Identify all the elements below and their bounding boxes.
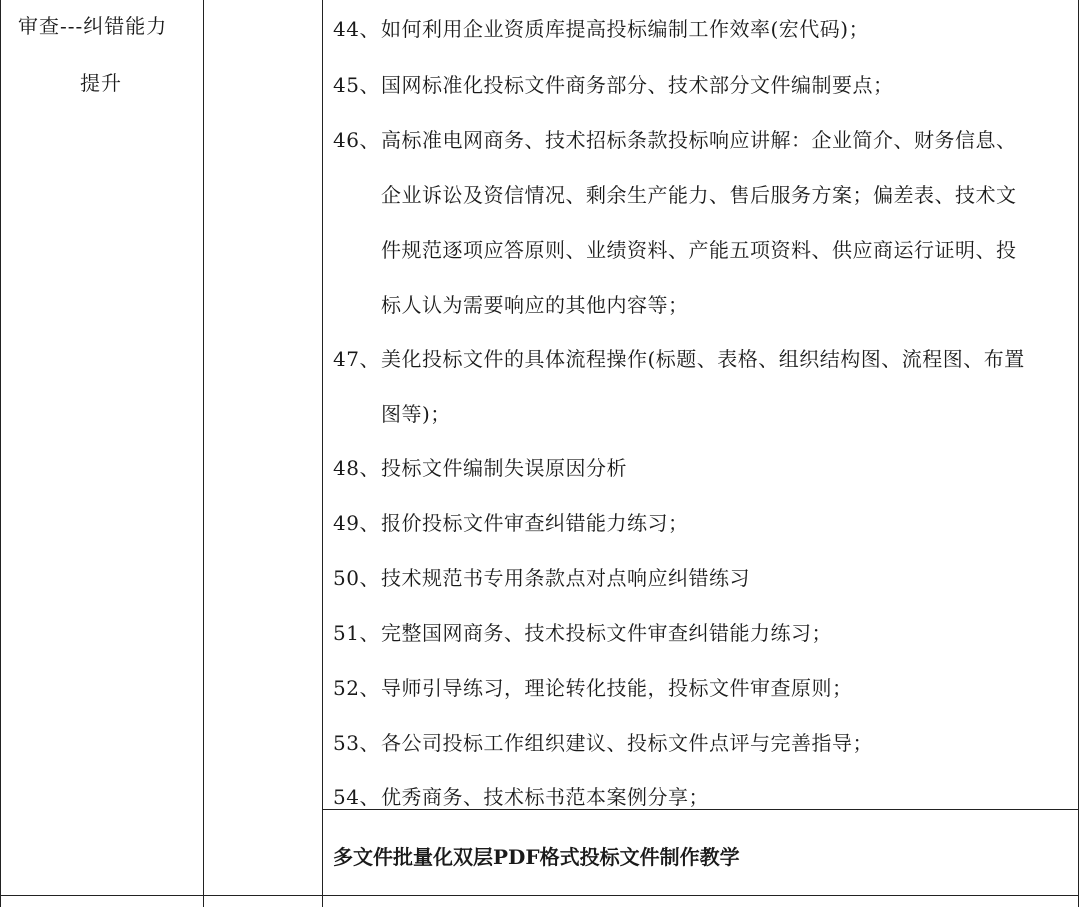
item-number: 47、 [333,347,380,371]
item-text: 投标文件编制失误原因分析 [381,456,627,480]
item-text: 国网标准化投标文件商务部分、技术部分文件编制要点； [381,73,894,97]
table-border-right [1078,0,1079,907]
table-border-bottom [0,895,1079,896]
item-number: 54、 [333,785,380,809]
next-section-title: 多文件批量化双层PDF格式投标文件制作教学 [333,845,740,869]
item-text: 高标准电网商务、技术招标条款投标响应讲解：企业简介、财务信息、 [381,128,1017,152]
item-text: 完整国网商务、技术投标文件审查纠错能力练习； [381,621,832,645]
item-number: 45、 [333,73,380,97]
item-number: 50、 [333,566,380,590]
item-number: 46、 [333,128,380,152]
item-text: 如何利用企业资质库提高投标编制工作效率(宏代码)； [381,17,870,41]
item-text-continued: 图等)； [381,402,451,426]
item-number: 53、 [333,731,380,755]
table-border-left [0,0,1,907]
item-text: 美化投标文件的具体流程操作(标题、表格、组织结构图、流程图、布置 [381,347,1025,371]
item-text: 报价投标文件审查纠错能力练习； [381,511,689,535]
item-text-continued: 件规范逐项应答原则、业绩资料、产能五项资料、供应商运行证明、投 [381,238,1017,262]
table-column-divider-1 [203,0,204,907]
item-text: 技术规范书专用条款点对点响应纠错练习 [381,566,750,590]
item-text-continued: 企业诉讼及资信情况、剩余生产能力、售后服务方案；偏差表、技术文 [381,183,1017,207]
module-name-line-2: 提升 [80,71,122,95]
table-column-divider-2 [322,0,323,907]
item-number: 51、 [333,621,380,645]
item-text: 优秀商务、技术标书范本案例分享； [381,785,709,809]
module-name-line-1: 审查---纠错能力 [18,14,168,38]
item-text-continued: 标人认为需要响应的其他内容等； [381,293,689,317]
item-text: 导师引导练习，理论转化技能，投标文件审查原则； [381,676,853,700]
item-number: 48、 [333,456,380,480]
item-number: 44、 [333,17,380,41]
item-number: 49、 [333,511,380,535]
item-text: 各公司投标工作组织建议、投标文件点评与完善指导； [381,731,873,755]
item-number: 52、 [333,676,380,700]
